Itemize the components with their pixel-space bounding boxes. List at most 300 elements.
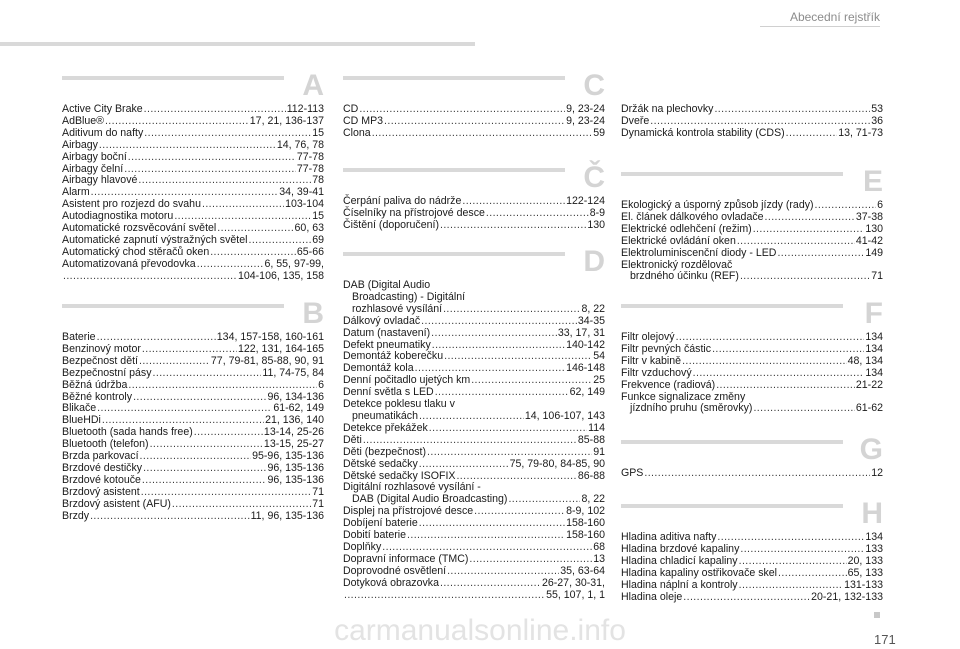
entry-term: Frekvence (radiová) — [621, 378, 716, 391]
index-entry[interactable] — [343, 530, 605, 542]
entry-term: DAB (Digital Audio Broadcasting) — [352, 493, 508, 506]
dot-leader — [384, 116, 565, 128]
entry-pages: 86-88 — [577, 469, 605, 482]
section-header — [621, 498, 883, 528]
index-entry[interactable] — [621, 236, 883, 248]
dot-leader — [717, 532, 864, 544]
entry-term: Filtr pevných částic — [621, 342, 712, 355]
entry-term: Detekce poklesu tlaku v — [343, 398, 455, 411]
entry-term: Aditivum do nafty — [62, 126, 144, 139]
entry-line — [62, 380, 324, 392]
entry-term: Ekologický a úsporný způsob jízdy (rady) — [621, 199, 814, 211]
index-entry[interactable] — [621, 392, 883, 416]
entry-pages: 77, 79-81, 85-88, 90, 91 — [210, 354, 324, 367]
section-header — [62, 298, 324, 328]
entry-pages: 78 — [312, 174, 324, 187]
entry-term: Bezpečnost dětí — [62, 354, 138, 367]
entry-pages: 61-62, 149 — [273, 402, 324, 415]
entry-term: Brzdové destičky — [62, 461, 143, 474]
entry-term: brzdného účinku (REF) — [630, 270, 739, 283]
entry-pages: 41-42 — [855, 234, 883, 247]
page-number: 171 — [874, 632, 896, 647]
entry-term: pneumatikách — [352, 409, 418, 422]
section-rule — [621, 172, 843, 176]
entry-term: Hladina náplní a kontroly — [621, 578, 738, 591]
section-rule — [343, 168, 565, 172]
entry-line — [621, 128, 883, 140]
entry-term: Funkce signalizace změny — [621, 390, 746, 403]
entry-term: Dětské sedačky ISOFIX — [343, 469, 456, 482]
entry-term: El. článek dálkového ovladače — [621, 210, 764, 223]
dot-leader — [419, 518, 565, 530]
entry-line — [621, 368, 883, 380]
entry-line — [621, 248, 883, 260]
index-entry[interactable] — [62, 128, 324, 140]
dot-leader — [421, 316, 577, 328]
entry-pages: 103-104 — [285, 198, 324, 211]
entry-line — [343, 304, 605, 316]
index-entry[interactable] — [62, 511, 324, 523]
index-entry[interactable] — [621, 356, 883, 368]
entry-line — [343, 578, 605, 590]
entry-term: Brzdy — [62, 509, 90, 522]
entry-term: CD MP3 — [343, 114, 384, 127]
index-entry[interactable] — [621, 128, 883, 140]
entry-term: Elektrické ovládání oken — [621, 234, 736, 247]
entry-term: Broadcasting) - Digitální — [352, 290, 466, 303]
entry-pages: 122-124 — [566, 195, 605, 207]
entry-line — [621, 403, 883, 415]
entry-pages: 36 — [871, 114, 883, 127]
entry-pages: 69 — [312, 233, 324, 246]
entry-pages: 140-142 — [566, 338, 605, 351]
dot-leader — [150, 439, 263, 451]
index-entry[interactable] — [343, 280, 605, 316]
section-header — [343, 70, 605, 100]
entry-term: Bezpečnostní pásy — [62, 366, 152, 379]
index-entry[interactable] — [62, 487, 324, 499]
index-entry[interactable] — [62, 380, 324, 392]
header-rule — [760, 26, 880, 27]
dot-leader — [753, 403, 854, 415]
entry-line — [621, 356, 883, 368]
entry-pages: 20, 133 — [847, 554, 883, 567]
index-entry[interactable] — [62, 368, 324, 380]
dot-leader — [644, 468, 870, 480]
entry-line — [62, 152, 324, 164]
entry-pages: 71 — [312, 497, 324, 510]
entry-pages: 149 — [865, 246, 883, 259]
entry-term: AdBlue® — [62, 114, 104, 127]
dot-leader — [474, 506, 565, 518]
entry-pages: 96, 135-136 — [267, 473, 324, 486]
index-entry[interactable] — [62, 356, 324, 368]
entry-pages: 33, 17, 31 — [557, 326, 605, 339]
entry-pages: 37-38 — [855, 210, 883, 223]
entry-pages: 59 — [593, 126, 605, 139]
entry-term: Alarm — [62, 186, 90, 199]
entry-line — [62, 128, 324, 140]
entry-pages: 13-14, 25-26 — [263, 426, 324, 439]
entry-term: Automatický chod stěračů oken — [62, 245, 210, 258]
entry-term: DAB (Digital Audio — [343, 279, 431, 291]
entry-term: Datum (nastavení) — [343, 326, 431, 339]
entry-term: Brzda parkovací — [62, 450, 139, 463]
entry-term: Hladina oleje — [621, 590, 683, 603]
entry-pages: 9, 23-24 — [566, 103, 605, 115]
section-letter: Č — [583, 161, 605, 194]
section-header — [621, 166, 883, 196]
entry-pages: 26-27, 30-31, — [541, 576, 605, 589]
index-entry[interactable] — [62, 499, 324, 511]
entry-pages: 104-106, 135, 158 — [237, 269, 324, 282]
index-section — [343, 246, 605, 601]
entry-pages: 71 — [871, 270, 883, 283]
entry-term: Clona — [343, 126, 371, 139]
index-entry[interactable] — [621, 568, 883, 580]
dot-leader — [740, 544, 864, 556]
entry-term: Benzinový motor — [62, 342, 141, 355]
dot-leader — [447, 566, 559, 578]
entry-pages: 6 — [877, 199, 883, 211]
index-entry[interactable] — [343, 566, 605, 578]
entry-term: rozhlasové vysílání — [352, 302, 443, 315]
dot-leader — [443, 304, 580, 316]
entry-term: Filtr olejový — [621, 331, 675, 343]
entry-line — [62, 475, 324, 487]
entry-line — [343, 128, 605, 140]
dot-leader — [141, 487, 311, 499]
index-entry[interactable] — [621, 260, 883, 284]
entry-term: Active City Brake — [62, 103, 143, 115]
index-entry[interactable] — [621, 592, 883, 604]
entry-term: Dveře — [621, 114, 650, 127]
dot-leader — [714, 104, 870, 116]
entry-line — [621, 271, 883, 283]
entry-line — [343, 459, 605, 471]
entry-term: Baterie — [62, 331, 96, 343]
section-rule — [621, 304, 843, 308]
entry-line — [621, 236, 883, 248]
entry-line — [343, 530, 605, 542]
entry-pages: 34, 39-41 — [279, 186, 324, 199]
dot-leader — [144, 128, 311, 140]
dot-leader — [363, 435, 577, 447]
dot-leader — [140, 451, 252, 463]
dot-leader — [99, 140, 276, 152]
section-rule — [343, 76, 565, 80]
dot-leader — [372, 128, 593, 140]
index-entry[interactable] — [343, 554, 605, 566]
dot-leader — [143, 463, 266, 475]
index-entry[interactable] — [62, 259, 324, 283]
entry-pages: 54 — [593, 350, 605, 363]
entry-line — [343, 316, 605, 328]
index-section — [621, 104, 883, 140]
dot-leader — [737, 236, 855, 248]
dot-leader — [427, 447, 592, 459]
index-entry[interactable] — [621, 380, 883, 392]
entry-term: Elektroluminiscenční diody - LED — [621, 246, 777, 259]
index-entry[interactable] — [343, 482, 605, 506]
entry-line — [343, 590, 605, 602]
index-entry[interactable] — [621, 468, 883, 480]
entry-line — [343, 328, 605, 340]
entry-line — [343, 447, 605, 459]
index-entry[interactable] — [621, 248, 883, 260]
index-section — [343, 70, 605, 140]
dot-leader — [210, 247, 296, 259]
entry-pages: 131-133 — [844, 578, 883, 591]
index-entry[interactable] — [343, 128, 605, 140]
index-entry[interactable] — [343, 459, 605, 471]
entry-pages: 13, 71-73 — [838, 126, 883, 139]
entry-pages: 146-148 — [566, 362, 605, 375]
dot-leader — [197, 259, 264, 271]
entry-term: Airbagy boční — [62, 150, 127, 163]
entry-pages: 13 — [593, 552, 605, 565]
dot-leader — [440, 220, 586, 232]
index-section — [621, 434, 883, 480]
section-rule — [343, 252, 565, 256]
index-entry[interactable] — [343, 435, 605, 447]
entry-term: Bluetooth (sada hands free) — [62, 426, 193, 439]
index-entry[interactable] — [343, 220, 605, 232]
entry-pages: 8-9 — [589, 206, 605, 219]
entry-pages: 21-22 — [855, 378, 883, 391]
entry-pages: 60, 63 — [294, 222, 324, 235]
entry-term: Dobití baterie — [343, 529, 407, 542]
index-section — [621, 298, 883, 415]
dot-leader — [682, 356, 847, 368]
entry-line — [62, 487, 324, 499]
entry-line — [621, 568, 883, 580]
entry-pages: 35, 63-64 — [560, 564, 605, 577]
entry-line — [62, 140, 324, 152]
index-entry[interactable] — [343, 447, 605, 459]
dot-leader — [693, 368, 865, 380]
index-entry[interactable] — [62, 247, 324, 259]
entry-pages: 21, 136, 140 — [265, 414, 324, 427]
entry-pages: 14, 76, 78 — [276, 138, 324, 151]
entry-term: Blikače — [62, 402, 97, 415]
dot-leader — [128, 152, 296, 164]
entry-term: Airbagy — [62, 138, 98, 151]
dot-leader — [172, 499, 311, 511]
dot-leader — [194, 427, 263, 439]
entry-pages: 53 — [871, 103, 883, 115]
section-letter: E — [862, 165, 883, 198]
section-letter: B — [302, 297, 324, 330]
dot-leader — [765, 212, 855, 224]
dot-leader — [777, 248, 864, 260]
entry-pages: 11, 96, 135-136 — [250, 509, 324, 522]
dot-leader — [739, 556, 847, 568]
entry-term: Bluetooth (telefon) — [62, 438, 149, 451]
entry-line — [343, 116, 605, 128]
index-entry[interactable] — [621, 104, 883, 116]
entry-term: Airbagy čelní — [62, 162, 124, 175]
dot-leader — [97, 403, 272, 415]
entry-line — [343, 554, 605, 566]
dot-leader — [419, 411, 524, 423]
entry-term: Automatické rozsvěcování světel — [62, 222, 217, 235]
entry-pages: 95-96, 135-136 — [252, 450, 324, 463]
entry-term: Brzdové kotouče — [62, 473, 141, 486]
index-section — [621, 498, 883, 603]
entry-pages: 9, 23-24 — [566, 114, 605, 127]
entry-pages: 55, 107, 1, 1 — [546, 588, 605, 601]
entry-pages: 134, 157-158, 160-161 — [216, 331, 324, 343]
entry-line — [62, 259, 324, 271]
dot-leader — [153, 368, 262, 380]
entry-term: Brzdový asistent — [62, 485, 140, 498]
index-entry[interactable] — [343, 116, 605, 128]
entry-line — [621, 380, 883, 392]
entry-term: Čištění (doporučení) — [343, 218, 439, 231]
entry-term: Displej na přístrojové desce — [343, 505, 474, 518]
section-rule — [621, 504, 843, 508]
entry-pages: 13-15, 25-27 — [263, 438, 324, 451]
entry-term: Digitální rozhlasové vysílání - — [343, 481, 481, 494]
entry-pages: 6 — [318, 378, 324, 391]
section-letter: H — [861, 497, 883, 530]
entry-pages: 130 — [587, 218, 605, 231]
index-section — [62, 70, 324, 283]
index-entry[interactable] — [62, 475, 324, 487]
entry-pages: 12 — [871, 467, 883, 479]
entry-term: Dynamická kontrola stability (CDS) — [621, 126, 785, 139]
entry-pages: 130 — [865, 222, 883, 235]
index-section — [62, 298, 324, 523]
entry-line — [343, 435, 605, 447]
entry-line — [62, 271, 324, 283]
entry-pages: 17, 21, 136-137 — [249, 114, 324, 127]
entry-pages: 8-9, 102 — [566, 505, 605, 518]
entry-pages: 11, 74-75, 84 — [262, 366, 324, 379]
entry-term: Dobíjení baterie — [343, 517, 418, 530]
section-header — [343, 246, 605, 276]
entry-line — [621, 104, 883, 116]
index-entry[interactable] — [343, 423, 605, 435]
index-entry[interactable] — [621, 368, 883, 380]
entry-line — [62, 356, 324, 368]
entry-pages: 122, 131, 164-165 — [237, 342, 324, 355]
entry-line — [343, 566, 605, 578]
entry-line — [621, 224, 883, 236]
entry-pages: 134 — [865, 366, 883, 379]
section-rule — [621, 440, 843, 444]
entry-pages: 112-113 — [286, 103, 324, 115]
entry-pages: 134 — [865, 342, 883, 355]
section-letter: C — [583, 69, 605, 102]
entry-pages: 134 — [865, 331, 883, 343]
entry-pages: 134 — [865, 531, 883, 543]
dot-leader — [786, 128, 838, 140]
entry-pages: 20-21, 132-133 — [811, 590, 883, 603]
entry-pages: 25 — [593, 374, 605, 387]
dot-leader — [133, 392, 266, 404]
entry-line — [621, 580, 883, 592]
entry-pages: 114 — [588, 421, 605, 434]
index-entry[interactable] — [62, 152, 324, 164]
entry-term: Hladina chladicí kapaliny — [621, 554, 738, 567]
index-entry[interactable] — [343, 328, 605, 340]
index-entry[interactable] — [343, 578, 605, 602]
section-letter: G — [859, 433, 883, 466]
entry-pages: 158-160 — [566, 517, 605, 530]
entry-pages: 91 — [593, 445, 605, 458]
entry-term: Hladina aditiva nafty — [621, 531, 717, 543]
dot-leader — [469, 554, 592, 566]
index-entry[interactable] — [621, 556, 883, 568]
dot-leader — [712, 344, 864, 356]
index-entry[interactable] — [621, 580, 883, 592]
entry-pages: 65, 133 — [847, 566, 883, 579]
entry-term: Držák na plechovky — [621, 103, 714, 115]
entry-term: Elektronický rozdělovač — [621, 258, 733, 271]
section-header — [621, 298, 883, 328]
entry-pages: 6, 55, 97-99, — [264, 257, 324, 270]
entry-term: Děti (bezpečnost) — [343, 445, 427, 458]
entry-pages: 77-78 — [296, 150, 324, 163]
section-rule — [62, 304, 284, 308]
entry-term: Doprovodné osvětlení — [343, 564, 447, 577]
entry-term: Filtr vzduchový — [621, 366, 692, 379]
index-entry[interactable] — [62, 140, 324, 152]
entry-pages: 96, 135-136 — [267, 461, 324, 474]
section-letter: A — [302, 69, 324, 102]
entry-term: Detekce překážek — [343, 421, 428, 434]
dot-leader — [407, 530, 565, 542]
entry-pages: 8, 22 — [581, 493, 605, 506]
entry-term: Dálkový ovladač — [343, 314, 421, 327]
entry-term: jízdního pruhu (směrovky) — [630, 402, 753, 415]
entry-term: Číselníky na přístrojové desce — [343, 206, 485, 219]
entry-pages: 71 — [312, 485, 324, 498]
dot-leader — [429, 423, 587, 435]
entry-term: Denní světla s LED — [343, 386, 434, 399]
entry-line — [343, 423, 605, 435]
dot-leader — [142, 475, 267, 487]
dot-leader — [739, 580, 844, 592]
section-header — [343, 162, 605, 192]
entry-pages: 85-88 — [577, 433, 605, 446]
entry-pages: 158-160 — [566, 529, 605, 542]
index-entry[interactable] — [343, 316, 605, 328]
index-entry[interactable] — [621, 224, 883, 236]
entry-pages: 75, 79-80, 84-85, 90 — [509, 457, 605, 470]
dot-leader — [753, 224, 865, 236]
page-title: Abecední rejstřík — [789, 10, 880, 24]
entry-pages: 15 — [312, 126, 324, 139]
section-letter: F — [864, 297, 883, 330]
entry-pages: 48, 134 — [847, 354, 883, 367]
entry-pages: 77-78 — [296, 162, 324, 175]
entry-term: Asistent pro rozjezd do svahu — [62, 198, 201, 211]
dot-leader — [740, 271, 870, 283]
entry-pages: 8, 22 — [581, 302, 605, 315]
index-section — [343, 162, 605, 232]
dot-leader — [90, 511, 249, 523]
dot-leader — [344, 590, 545, 602]
dot-leader — [432, 340, 565, 352]
section-header — [621, 434, 883, 464]
entry-term: Běžná údržba — [62, 378, 128, 391]
index-entry[interactable] — [343, 399, 605, 423]
entry-pages: 62, 149 — [569, 386, 605, 399]
entry-term: Automatizovaná převodovka — [62, 257, 196, 270]
